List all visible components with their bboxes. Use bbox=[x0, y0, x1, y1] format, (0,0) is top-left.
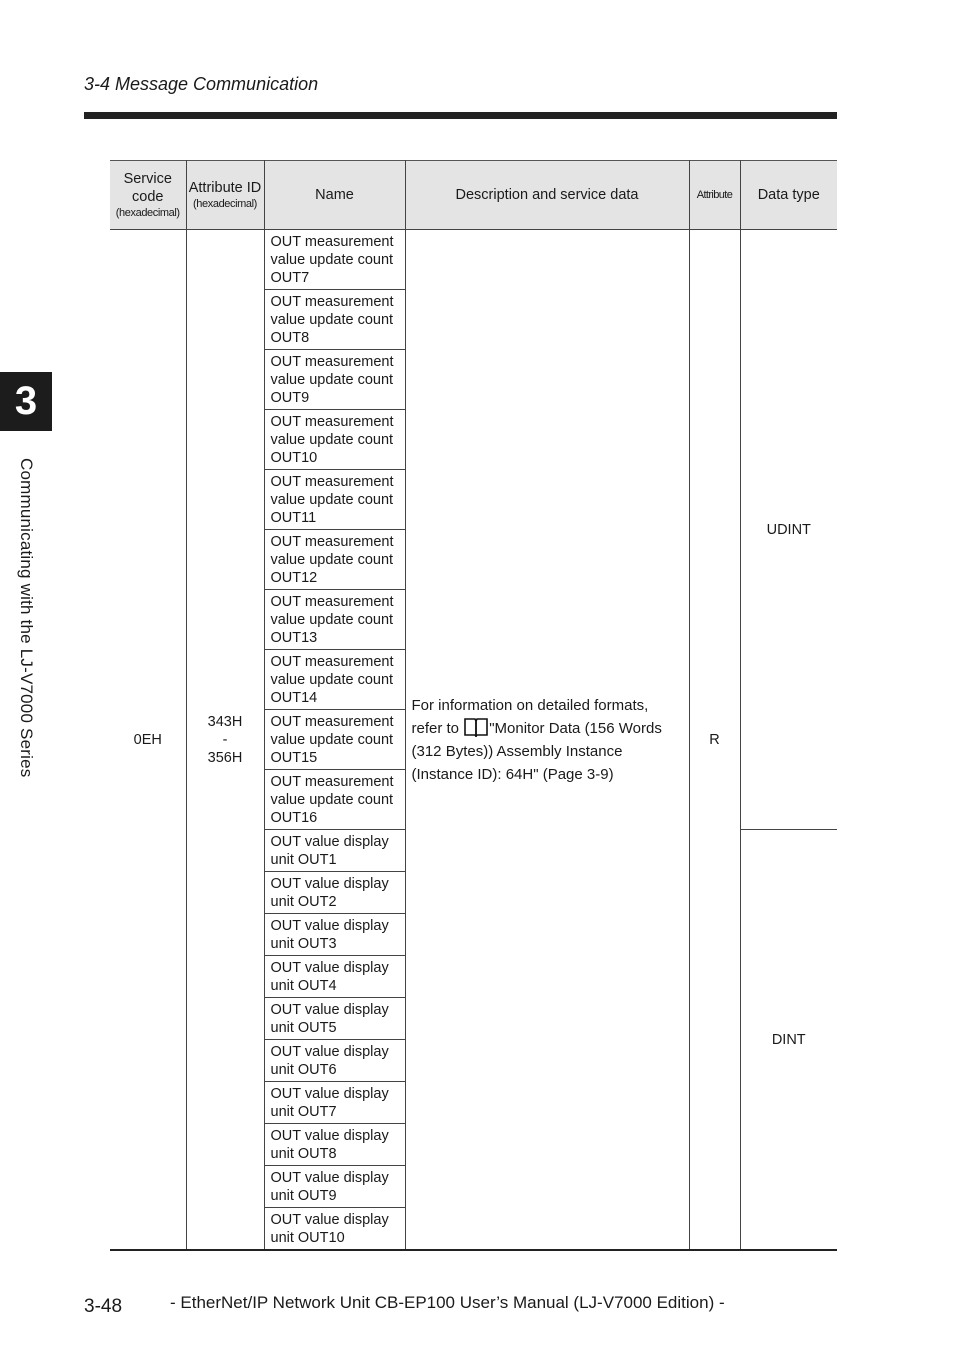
header-rule bbox=[84, 112, 837, 119]
name-cell: OUT measurement value update count OUT8 bbox=[264, 290, 405, 350]
name-cell: OUT measurement value update count OUT9 bbox=[264, 350, 405, 410]
name-cell: OUT measurement value update count OUT15 bbox=[264, 710, 405, 770]
service-code-cell: 0EH bbox=[110, 230, 186, 1251]
section-title: 3-4 Message Communication bbox=[84, 74, 319, 94]
name-cell: OUT value display unit OUT5 bbox=[264, 998, 405, 1040]
name-cell: OUT value display unit OUT10 bbox=[264, 1208, 405, 1251]
name-cell: OUT value display unit OUT6 bbox=[264, 1040, 405, 1082]
name-cell: OUT value display unit OUT1 bbox=[264, 830, 405, 872]
name-cell: OUT value display unit OUT8 bbox=[264, 1124, 405, 1166]
data-type-dint-cell: DINT bbox=[740, 830, 837, 1251]
header-attribute-id: Attribute ID (hexadecimal) bbox=[186, 161, 264, 230]
name-cell: OUT value display unit OUT4 bbox=[264, 956, 405, 998]
attribute-id-cell: 343H - 356H bbox=[186, 230, 264, 1251]
header-service-code: Service code (hexadecimal) bbox=[110, 161, 186, 230]
name-cell: OUT measurement value update count OUT11 bbox=[264, 470, 405, 530]
table-row bbox=[110, 230, 837, 290]
name-cell: OUT measurement value update count OUT13 bbox=[264, 590, 405, 650]
book-icon bbox=[463, 717, 489, 737]
data-type-udint-cell: UDINT bbox=[740, 230, 837, 830]
name-cell: OUT value display unit OUT3 bbox=[264, 914, 405, 956]
chapter-tab: 3 bbox=[0, 372, 52, 431]
header-description: Description and service data bbox=[405, 161, 689, 230]
name-cell: OUT measurement value update count OUT7 bbox=[264, 230, 405, 290]
name-cell: OUT value display unit OUT7 bbox=[264, 1082, 405, 1124]
name-cell: OUT measurement value update count OUT14 bbox=[264, 650, 405, 710]
page-number: 3-48 bbox=[84, 1296, 123, 1317]
manual-title: - EtherNet/IP Network Unit CB-EP100 User’s Manual (LJ-V7000 Edition) - bbox=[170, 1293, 725, 1312]
name-cell: OUT measurement value update count OUT16 bbox=[264, 770, 405, 830]
header-attribute: Attribute bbox=[689, 161, 740, 230]
name-cell: OUT measurement value update count OUT10 bbox=[264, 410, 405, 470]
chapter-side-title: Communicating with the LJ-V7000 Series bbox=[17, 458, 36, 778]
name-cell: OUT value display unit OUT9 bbox=[264, 1166, 405, 1208]
header-data-type: Data type bbox=[740, 161, 837, 230]
header-name: Name bbox=[264, 161, 405, 230]
attribute-table bbox=[110, 160, 837, 1251]
name-cell: OUT value display unit OUT2 bbox=[264, 872, 405, 914]
attribute-value-cell: R bbox=[689, 230, 740, 1251]
description-cell: For information on detailed formats, refer to "Monitor Data (156 Words (312 Bytes)) Assembly Instance (Instance ID): 64H" (Page 3-9) bbox=[405, 230, 689, 1251]
name-cell: OUT measurement value update count OUT12 bbox=[264, 530, 405, 590]
table-header-row bbox=[110, 161, 837, 230]
